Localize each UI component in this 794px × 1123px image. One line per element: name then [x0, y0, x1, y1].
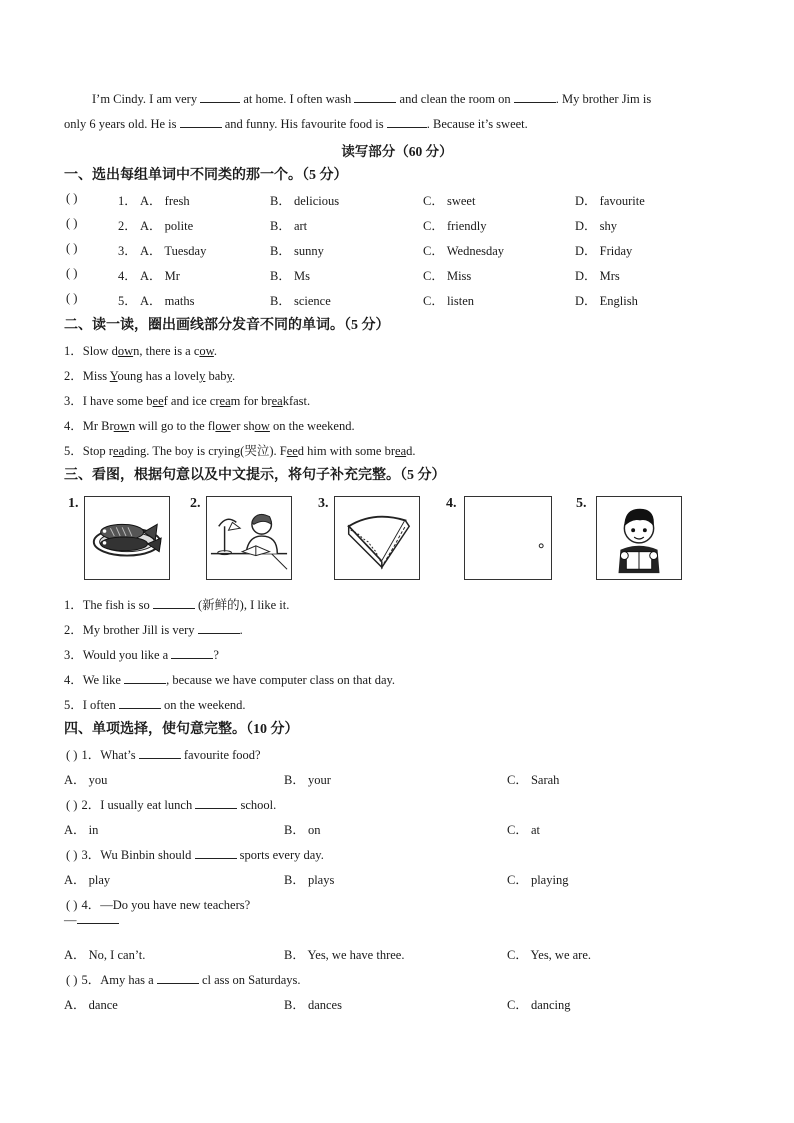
answer-blank[interactable]: [195, 797, 237, 809]
pronunciation-item: [64, 416, 355, 434]
option-d: D． favourite: [575, 194, 645, 208]
answer-parentheses[interactable]: ( ): [66, 798, 78, 812]
answer-parentheses[interactable]: ( ): [66, 848, 78, 862]
picture-number: 3.: [318, 496, 329, 511]
choice-question: [66, 795, 276, 813]
option-a: A． maths: [140, 294, 195, 308]
option-c: C． playing: [507, 873, 569, 887]
underlined-letters[interactable]: y: [199, 369, 206, 383]
option-d: D． English: [575, 294, 638, 308]
answer-blank[interactable]: [119, 697, 161, 709]
option-a: A． dance: [64, 998, 118, 1012]
question-number: 5．: [118, 294, 137, 308]
answer-blank[interactable]: [200, 91, 240, 103]
sentence-text: ?: [213, 648, 219, 662]
option-b: B． Ms: [270, 269, 310, 283]
section-1-heading: 一、选出每组单词中不同类的那一个。（5 分）: [64, 168, 348, 183]
studying-boy-picture: [206, 496, 292, 580]
boy-reading-picture: [596, 496, 682, 580]
sentence-text: on the weekend.: [269, 419, 355, 433]
option-c: C． dancing: [507, 998, 571, 1012]
underlined-letters[interactable]: ow: [215, 419, 231, 433]
option-a: A． polite: [140, 219, 194, 233]
option-b: B． plays: [284, 873, 335, 887]
sentence-text: 3．Would you like a: [64, 648, 172, 662]
sentence-text: .: [232, 369, 236, 383]
passage-line-2: [64, 112, 734, 137]
answer-blank[interactable]: [171, 647, 213, 659]
fill-in-sentence: [64, 645, 219, 663]
sentence-text: 1．The fish is so: [64, 598, 153, 612]
question-number: 2．: [81, 798, 101, 812]
sentence-text: d.: [406, 444, 416, 458]
option-c: C． friendly: [423, 219, 487, 233]
passage-text: . My brother Jim is: [555, 92, 652, 106]
sentence-text: n will go to the fl: [128, 419, 216, 433]
question-text: —Do you have new teachers?: [100, 898, 251, 912]
sentence-text: 4．We like: [64, 673, 125, 687]
underlined-letters[interactable]: ee: [286, 444, 298, 458]
answer-blank[interactable]: [139, 747, 181, 759]
option-b: B． your: [284, 773, 331, 787]
underlined-letters[interactable]: ea: [112, 444, 125, 458]
answer-blank[interactable]: [195, 847, 237, 859]
option-d: D． shy: [575, 219, 618, 233]
question-text: Wu Binbin should: [100, 848, 195, 862]
question-text: cl ass on Saturdays.: [198, 973, 301, 987]
option-b: B． dances: [284, 998, 342, 1012]
sentence-text: 5．Stop r: [64, 444, 113, 458]
reply-line: [64, 912, 119, 928]
underlined-letters[interactable]: ow: [199, 344, 214, 358]
option-b: B． sunny: [270, 244, 324, 258]
passage-text: at home. I often wash: [240, 92, 355, 106]
sentence-text: n, there is a c: [133, 344, 200, 358]
answer-blank[interactable]: [180, 116, 222, 128]
passage-text: . Because it’s sweet.: [426, 117, 528, 131]
sandwich-picture: [334, 496, 420, 580]
sentence-text: .: [213, 344, 217, 358]
section-4-heading: 四、单项选择，使句意完整。（10 分）: [64, 722, 299, 737]
fish-picture: [84, 496, 170, 580]
question-text: Amy has a: [100, 973, 157, 987]
choice-question: [66, 970, 301, 988]
underlined-letters[interactable]: ea: [395, 444, 407, 458]
answer-blank[interactable]: [157, 972, 199, 984]
answer-parentheses[interactable]: ( ): [66, 241, 78, 255]
picture-number: 4.: [446, 496, 457, 511]
underlined-letters[interactable]: ea: [219, 394, 231, 408]
option-b: B． art: [270, 219, 308, 233]
passage-text: only 6 years old. He is: [64, 117, 180, 131]
picture-number: 2.: [190, 496, 201, 511]
fill-in-sentence: [64, 695, 246, 713]
question-number: 3．: [118, 244, 137, 258]
option-c: C． Wednesday: [423, 244, 505, 258]
boy-reading-icon: [207, 497, 291, 579]
sentence-text: , because we have computer class on that day.: [166, 673, 396, 687]
part-title: 读写部分（60 分）: [341, 144, 453, 159]
passage-text: and funny. His favourite food is: [221, 117, 387, 131]
sandwich-icon: [335, 497, 419, 579]
picture-number: 5.: [576, 496, 587, 511]
option-c: C． sweet: [423, 194, 476, 208]
option-a: A． you: [64, 773, 108, 787]
option-c: C． Sarah: [507, 773, 560, 787]
sentence-text: 4．Mr Br: [64, 419, 114, 433]
section-3-heading: 三、看图，根据句意以及中文提示，将句子补充完整。（5 分）: [64, 468, 446, 483]
option-a: A． No, I can’t.: [64, 948, 146, 962]
sentence-text: 2．Miss: [64, 369, 110, 383]
question-number: 1．: [81, 748, 101, 762]
sentence-text: bab: [205, 369, 227, 383]
question-text: favourite food?: [180, 748, 261, 762]
sentence-text: kfast.: [282, 394, 311, 408]
option-b: B． on: [284, 823, 321, 837]
answer-parentheses[interactable]: ( ): [66, 191, 78, 205]
choice-question: [66, 845, 324, 863]
pronunciation-item: [64, 391, 310, 409]
underlined-letters[interactable]: y: [226, 369, 232, 383]
choice-question: [66, 745, 261, 763]
boy-with-book-icon: [597, 497, 681, 579]
question-number: 1．: [118, 194, 137, 208]
option-b: B． Yes, we have three.: [284, 948, 405, 962]
answer-blank[interactable]: [387, 116, 427, 128]
answer-parentheses[interactable]: ( ): [66, 291, 78, 305]
pronunciation-item: [64, 441, 416, 459]
answer-blank[interactable]: [198, 622, 240, 634]
underlined-letters[interactable]: ow: [254, 419, 270, 433]
fill-in-sentence: [64, 620, 243, 638]
option-b: B． delicious: [270, 194, 340, 208]
question-number: 4．: [118, 269, 137, 283]
underlined-letters[interactable]: ea: [271, 394, 283, 408]
answer-parentheses[interactable]: ( ): [66, 216, 78, 230]
section-2-heading: 二、读一读，圈出画线部分发音不同的单词。（5 分）: [64, 318, 390, 333]
answer-parentheses[interactable]: ( ): [66, 898, 78, 912]
fill-in-sentence: [64, 595, 289, 613]
answer-blank[interactable]: [153, 597, 195, 609]
answer-parentheses[interactable]: ( ): [66, 973, 78, 987]
answer-blank[interactable]: [354, 91, 396, 103]
underlined-letters[interactable]: ee: [152, 394, 164, 408]
picture-number: 1.: [68, 496, 79, 511]
option-d: D． Friday: [575, 244, 633, 258]
option-a: A． Tuesday: [140, 244, 207, 258]
fill-in-sentence: [64, 670, 395, 688]
question-number: 4．: [81, 898, 101, 912]
question-text: I usually eat lunch: [100, 798, 196, 812]
answer-blank[interactable]: [514, 91, 556, 103]
option-a: A． in: [64, 823, 99, 837]
sentence-text: f and ice cr: [163, 394, 220, 408]
option-c: C． at: [507, 823, 540, 837]
sentence-text: 5．I often: [64, 698, 119, 712]
question-text: school.: [237, 798, 277, 812]
option-a: A． Mr: [140, 269, 180, 283]
option-a: A． play: [64, 873, 111, 887]
question-text: What’s: [100, 748, 139, 762]
option-d: D． Mrs: [575, 269, 620, 283]
sentence-text: on the weekend.: [160, 698, 246, 712]
option-a: A． fresh: [140, 194, 190, 208]
passage-text: and clean the room on: [396, 92, 514, 106]
option-c: C． Yes, we are.: [507, 948, 592, 962]
sentence-text: 3．I have some b: [64, 394, 153, 408]
blank-picture: [464, 496, 552, 580]
sentence-text: 1．Slow d: [64, 344, 118, 358]
answer-parentheses[interactable]: ( ): [66, 266, 78, 280]
sentence-text: d him with some br: [297, 444, 396, 458]
dash: —: [64, 913, 77, 927]
option-c: C． Miss: [423, 269, 472, 283]
question-number: 2．: [118, 219, 137, 233]
question-number: 3．: [81, 848, 101, 862]
option-b: B． science: [270, 294, 331, 308]
sentence-text: (新鲜的), I like it.: [194, 598, 290, 612]
sentence-text: ding. The boy is crying(哭泣). F: [124, 444, 287, 458]
choice-question: [66, 895, 250, 913]
answer-blank[interactable]: [124, 672, 166, 684]
fish-icon: [85, 497, 169, 579]
underlined-letters[interactable]: Y: [109, 369, 118, 383]
underlined-letters[interactable]: ow: [117, 344, 134, 358]
sentence-text: oung has a lovel: [117, 369, 200, 383]
passage-text: I’m Cindy. I am very: [92, 92, 201, 106]
sentence-text: .: [239, 623, 243, 637]
pronunciation-item: [64, 366, 235, 384]
question-text: sports every day.: [236, 848, 324, 862]
answer-parentheses[interactable]: ( ): [66, 748, 78, 762]
underlined-letters[interactable]: ow: [113, 419, 129, 433]
answer-blank[interactable]: [77, 912, 119, 924]
sentence-text: er sh: [230, 419, 255, 433]
sentence-text: 2．My brother Jill is very: [64, 623, 198, 637]
pronunciation-item: [64, 341, 217, 359]
question-number: 5．: [81, 973, 101, 987]
option-c: C． listen: [423, 294, 475, 308]
sentence-text: m for br: [230, 394, 272, 408]
passage-line-1: [64, 87, 734, 112]
